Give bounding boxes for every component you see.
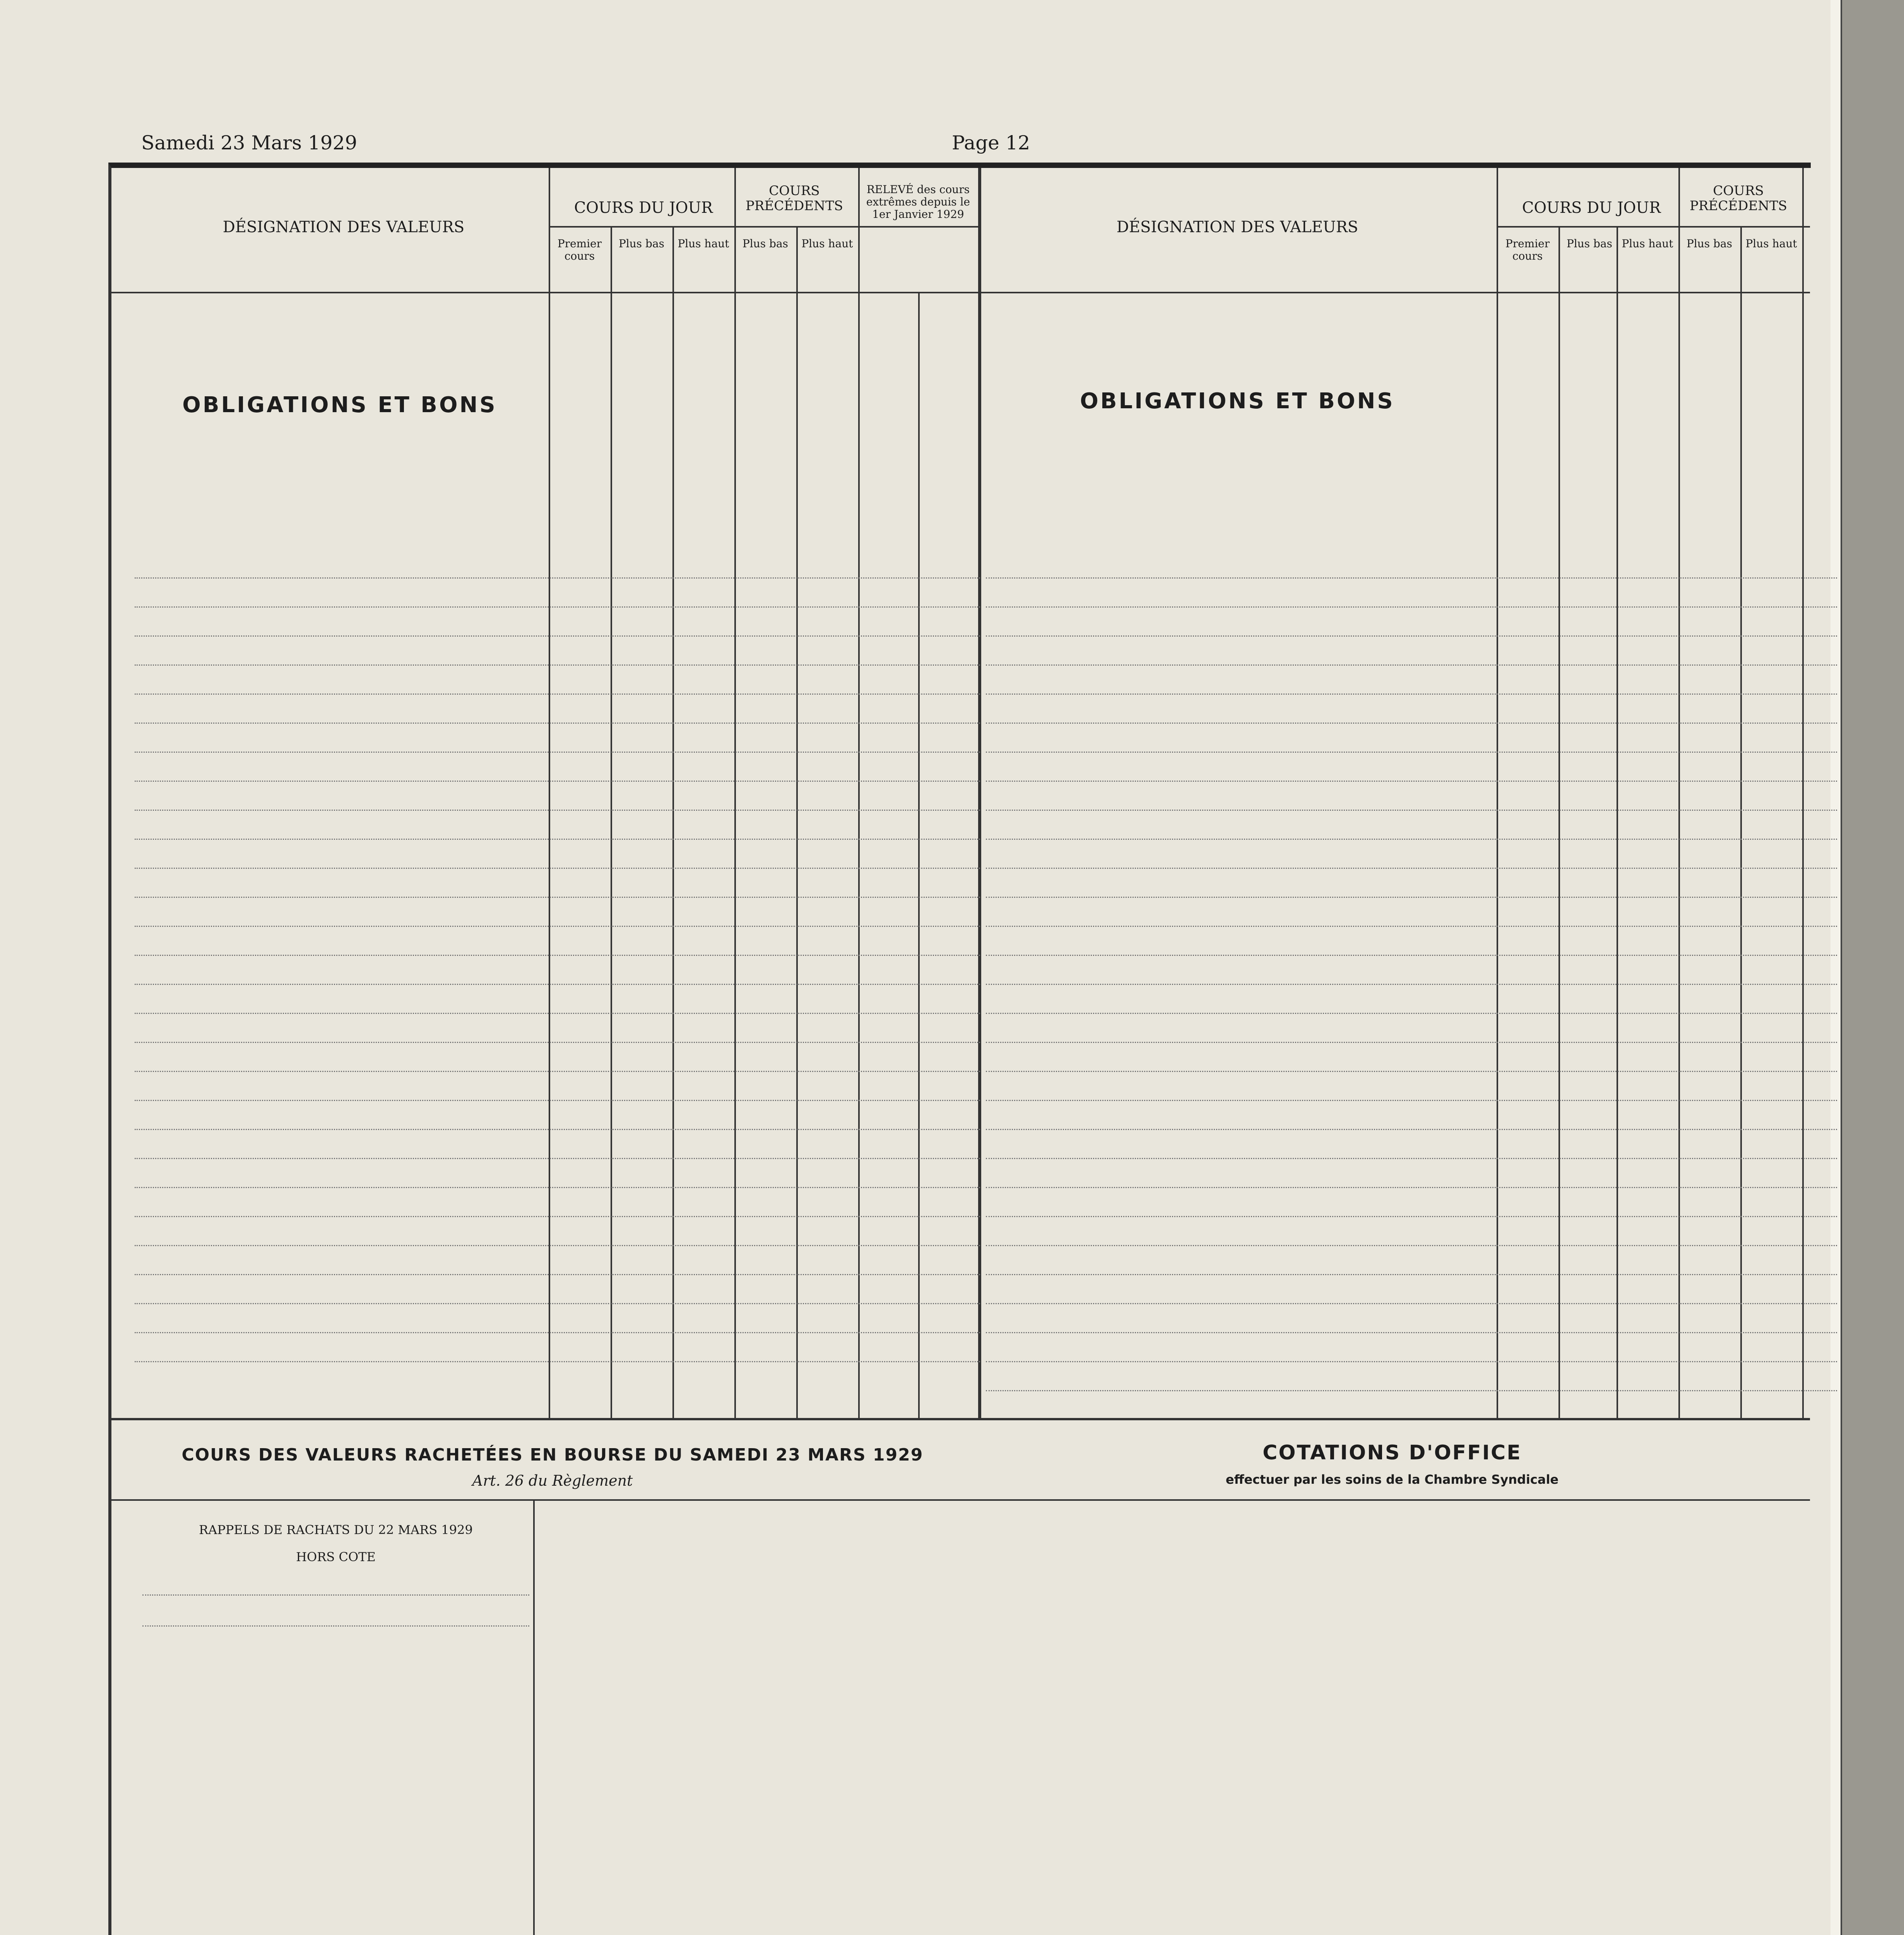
row-leader xyxy=(135,1013,980,1014)
row-leader xyxy=(986,664,1837,666)
row-leader xyxy=(986,1216,1837,1217)
row-leader xyxy=(135,955,980,956)
row-leader xyxy=(986,1245,1837,1246)
row-leader xyxy=(986,1274,1837,1275)
row-leader xyxy=(135,1303,980,1304)
left-section-title: OBLIGATIONS ET BONS xyxy=(182,392,497,418)
row-leader xyxy=(135,810,980,811)
page-background-strip xyxy=(1842,0,1904,1935)
row-leader xyxy=(986,577,1837,579)
row-leader xyxy=(986,781,1837,782)
row-leader xyxy=(135,1071,980,1072)
row-leader xyxy=(142,1625,529,1627)
left-subheader-rule xyxy=(549,226,978,228)
row-leader xyxy=(135,723,980,724)
row-leader xyxy=(986,868,1837,869)
right-premier-cours: Premier cours xyxy=(1505,237,1550,263)
row-leader xyxy=(135,1129,980,1130)
right-plus-haut: Plus haut xyxy=(1622,237,1673,250)
row-leader xyxy=(986,984,1837,985)
right-plus-bas: Plus bas xyxy=(1566,237,1613,250)
left-prec-plus-haut: Plus haut xyxy=(801,237,853,250)
section-rule-2 xyxy=(111,1499,1810,1501)
right-section-title: OBLIGATIONS ET BONS xyxy=(1080,389,1395,414)
row-leader xyxy=(986,839,1837,840)
row-leader xyxy=(986,1361,1837,1362)
row-leader xyxy=(135,664,980,666)
row-leader xyxy=(135,1042,980,1043)
cotations-title: COTATIONS D'OFFICE xyxy=(1262,1441,1522,1464)
rachats-title: COURS DES VALEURS RACHETÉES EN BOURSE DU SAMEDI 23 MARS 1929 xyxy=(181,1445,924,1465)
row-leader xyxy=(135,577,980,579)
row-leader xyxy=(135,984,980,985)
row-leader xyxy=(135,1158,980,1159)
row-leader xyxy=(135,635,980,637)
row-leader xyxy=(986,1042,1837,1043)
left-plus-haut: Plus haut xyxy=(677,237,729,250)
left-plus-bas: Plus bas xyxy=(618,237,665,250)
row-leader xyxy=(135,781,980,782)
right-cours-jour-header: COURS DU JOUR xyxy=(1522,199,1661,217)
left-prec-plus-bas: Plus bas xyxy=(742,237,789,250)
row-leader xyxy=(986,897,1837,898)
row-leader xyxy=(986,606,1837,608)
cotations-subtitle: effectuer par les soins de la Chambre Syndicale xyxy=(1225,1472,1559,1487)
header-rule xyxy=(111,292,1810,293)
left-cours-jour-header: COURS DU JOUR xyxy=(574,199,713,217)
right-subheader-rule xyxy=(1497,226,1810,228)
rachats-divider xyxy=(533,1499,535,1935)
row-leader xyxy=(986,1129,1837,1130)
row-leader xyxy=(142,1594,529,1596)
right-prec-plus-bas: Plus bas xyxy=(1686,237,1733,250)
hors-cote: HORS COTE xyxy=(296,1550,376,1564)
row-leader xyxy=(135,1274,980,1275)
row-leader xyxy=(135,752,980,753)
right-cours-precedents: COURS PRÉCÉDENTS xyxy=(1690,183,1787,214)
row-leader xyxy=(986,723,1837,724)
row-leader xyxy=(986,1013,1837,1014)
row-leader xyxy=(135,1187,980,1188)
row-leader xyxy=(135,606,980,608)
row-leader xyxy=(986,635,1837,637)
row-leader xyxy=(135,926,980,927)
row-leader xyxy=(986,955,1837,956)
left-designation-header: DÉSIGNATION DES VALEURS xyxy=(222,218,465,236)
left-releve-header: RELEVÉ des cours extrêmes depuis le 1er Janvier 1929 xyxy=(866,183,970,221)
row-leader xyxy=(986,1071,1837,1072)
row-leader xyxy=(986,694,1837,695)
row-leader xyxy=(135,839,980,840)
left-cours-precedents: COURS PRÉCÉDENTS xyxy=(746,183,843,214)
row-leader xyxy=(135,1245,980,1246)
newspaper-page xyxy=(108,163,1811,1935)
row-leader xyxy=(135,868,980,869)
row-leader xyxy=(986,1332,1837,1333)
row-leader xyxy=(986,810,1837,811)
row-leader xyxy=(986,1303,1837,1304)
page-edge xyxy=(1830,0,1842,1935)
right-prec-plus-haut: Plus haut xyxy=(1745,237,1797,250)
row-leader xyxy=(135,1361,980,1362)
rachats-rappel: RAPPELS DE RACHATS DU 22 MARS 1929 xyxy=(199,1522,473,1537)
row-leader xyxy=(135,897,980,898)
left-premier-cours: Premier cours xyxy=(557,237,602,263)
row-leader xyxy=(986,1187,1837,1188)
row-leader xyxy=(135,694,980,695)
row-leader xyxy=(986,1390,1837,1391)
row-leader xyxy=(986,1100,1837,1101)
row-leader xyxy=(135,1216,980,1217)
row-leader xyxy=(986,926,1837,927)
row-leader xyxy=(986,1158,1837,1159)
section-rule-1 xyxy=(111,1418,1810,1420)
right-designation-header: DÉSIGNATION DES VALEURS xyxy=(1116,218,1358,236)
page-number: Page 12 xyxy=(952,132,1030,154)
page-date: Samedi 23 Mars 1929 xyxy=(141,132,358,154)
row-leader xyxy=(135,1100,980,1101)
rachats-subtitle: Art. 26 du Règlement xyxy=(472,1472,633,1489)
row-leader xyxy=(986,752,1837,753)
row-leader xyxy=(135,1332,980,1333)
